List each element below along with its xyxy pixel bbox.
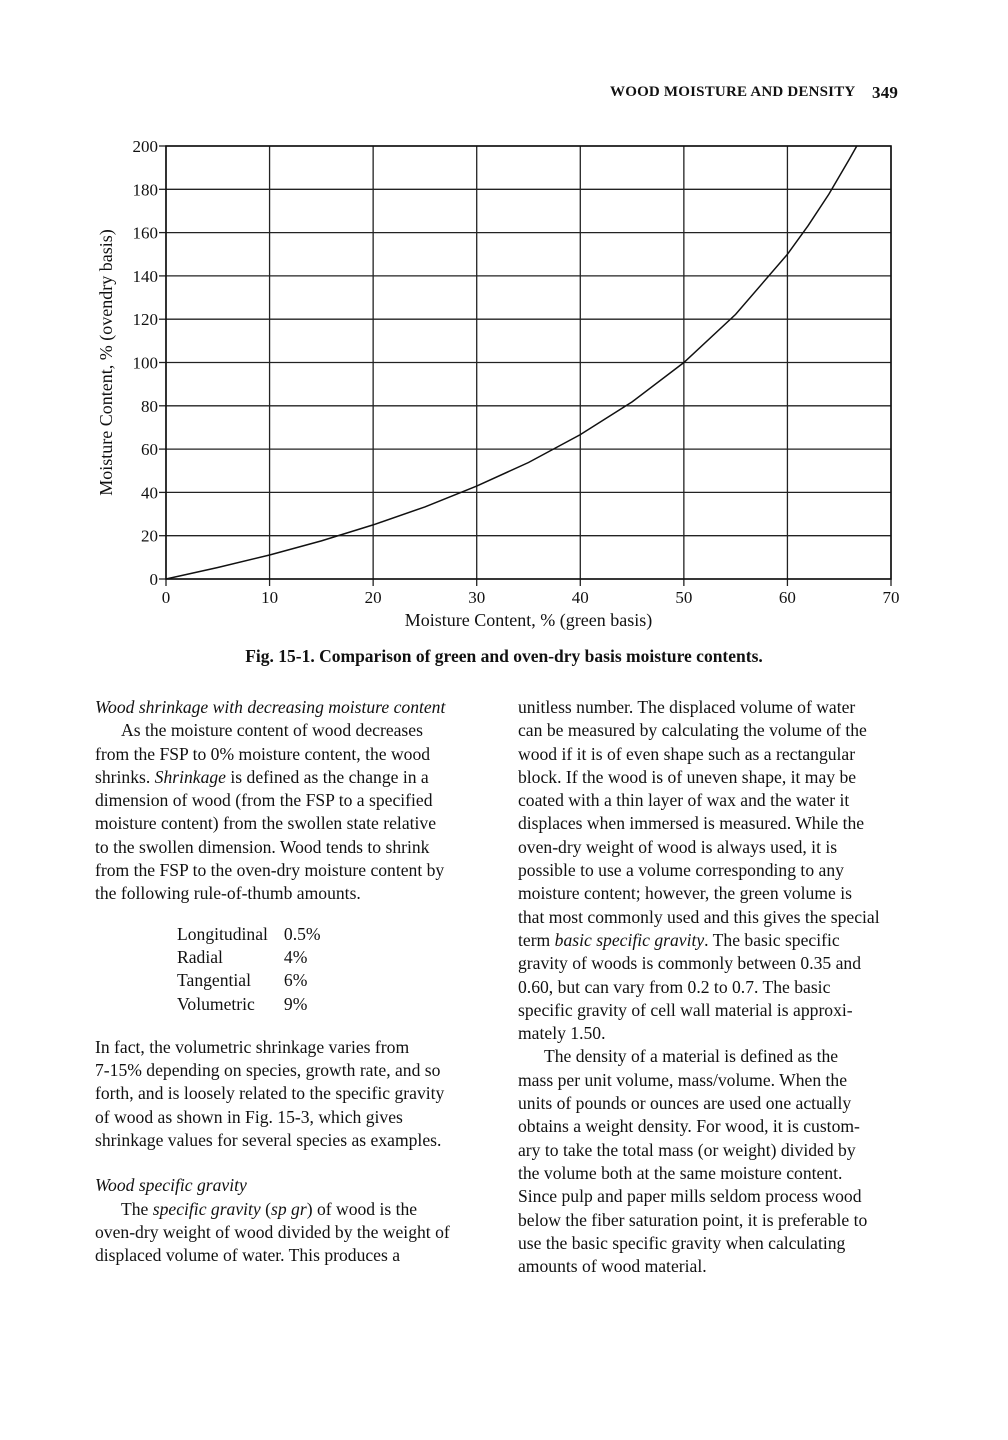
table-cell-value: 0.5%: [283, 923, 321, 944]
paragraph-line: ary to take the total mass (or weight) divided by: [518, 1139, 856, 1160]
paragraph-line: forth, and is loosely related to the specific gravity: [95, 1083, 445, 1104]
paragraph-line: oven-dry weight of wood divided by the weight of: [95, 1221, 450, 1242]
table-row: [177, 993, 337, 1016]
table-cell-direction: Volumetric: [177, 993, 255, 1014]
x-tick-label: 50: [675, 588, 693, 607]
y-tick-label: 60: [141, 440, 158, 460]
table-cell-direction: Tangential: [177, 970, 251, 991]
table-row: [177, 923, 337, 946]
moisture-comparison-chart: [88, 136, 918, 636]
chart-grid: [166, 146, 891, 579]
paragraph-line: that most commonly used and this gives the special: [518, 906, 880, 927]
y-axis-label: Moisture Content, % (ovendry basis): [96, 229, 116, 496]
right-column: [518, 696, 916, 1278]
text-span: (: [265, 1198, 271, 1219]
text-span: term: [518, 929, 551, 950]
y-tick-labels: [133, 137, 159, 589]
x-axis-label: Moisture Content, % (green basis): [404, 610, 653, 630]
text-span: shrinks.: [95, 766, 151, 787]
table-cell-value: 4%: [283, 946, 308, 967]
paragraph-line: 7-15% depending on species, growth rate, and so: [95, 1060, 441, 1081]
paragraph-line: 0.60, but can vary from 0.2 to 0.7. The basic: [518, 976, 831, 997]
paragraph-line: from the FSP to 0% moisture content, the wood: [95, 743, 431, 764]
table-cell-direction: Radial: [177, 946, 223, 967]
paragraph-line: displaces when immersed is measured. While the: [518, 813, 865, 834]
paragraph-line: the volume both at the same moisture content.: [518, 1162, 843, 1183]
paragraph-line: use the basic specific gravity when calculating: [518, 1232, 846, 1253]
text-span: . The basic specific: [704, 929, 840, 950]
text-span: ) of wood is the: [306, 1198, 418, 1219]
x-tick-label: 40: [571, 588, 589, 607]
y-tick-label: 120: [132, 310, 158, 330]
paragraph-line: unitless number. The displaced volume of water: [518, 697, 856, 717]
x-tick-label: 60: [778, 588, 796, 607]
x-tick-label: 10: [261, 588, 279, 607]
term-sp-gr: sp gr: [271, 1198, 307, 1219]
term-specific-gravity: specific gravity: [152, 1198, 261, 1219]
paragraph-line: units of pounds or ounces are used one actually: [518, 1093, 852, 1114]
paragraph-line: below the fiber saturation point, it is preferable to: [518, 1209, 868, 1230]
y-tick-label: 100: [132, 353, 158, 373]
paragraph-line: gravity of woods is commonly between 0.35 and: [518, 953, 862, 974]
paragraph-line: shrinkage values for several species as examples.: [95, 1130, 442, 1151]
paragraph-line: possible to use a volume corresponding to any: [518, 860, 844, 881]
paragraph-line: mately 1.50.: [518, 1023, 606, 1044]
text-span: The: [121, 1198, 149, 1219]
paragraph-line: of wood as shown in Fig. 15-3, which gives: [95, 1106, 403, 1127]
shrinkage-table: [177, 923, 337, 1016]
table-row: [177, 946, 337, 969]
paragraph-line: displaced volume of water. This produces a: [95, 1245, 401, 1266]
paragraph-line: block. If the wood is of uneven shape, it may be: [518, 766, 857, 787]
y-tick-label: 40: [141, 483, 158, 503]
paragraph-line: wood if it is of even shape such as a rectangular: [518, 743, 856, 764]
x-tick-label: 30: [468, 588, 486, 607]
paragraph-line: The density of a material is defined as the: [544, 1046, 839, 1067]
text-span: is defined as the change in a: [230, 766, 429, 787]
y-tick-label: 0: [149, 570, 158, 589]
paragraph-line: moisture content; however, the green volume is: [518, 883, 852, 904]
table-cell-value: 9%: [283, 993, 308, 1014]
paragraph-line: dimension of wood (from the FSP to a specified: [95, 790, 433, 811]
x-tick-label: 0: [161, 588, 171, 607]
paragraph-line: oven-dry weight of wood is always used, it is: [518, 836, 838, 857]
paragraph-line: specific gravity of cell wall material is approxi-: [518, 999, 853, 1020]
table-row: [177, 969, 337, 992]
paragraph-line: Since pulp and paper mills seldom process wood: [518, 1186, 862, 1207]
left-column: [95, 696, 493, 1268]
term-basic-specific-gravity: basic specific gravity: [554, 929, 705, 950]
paragraph-line: obtains a weight density. For wood, it is custom-: [518, 1116, 860, 1137]
paragraph-line: amounts of wood material.: [518, 1256, 707, 1277]
table-cell-direction: Longitudinal: [177, 923, 268, 944]
x-tick-label: 70: [882, 588, 900, 607]
running-title: WOOD MOISTURE AND DENSITY: [610, 84, 856, 100]
paragraph-line: the following rule-of-thumb amounts.: [95, 883, 361, 904]
paragraph-line: [95, 766, 493, 789]
spacer: [95, 1152, 493, 1174]
x-tick-label: 20: [364, 588, 382, 607]
y-tick-label: 140: [132, 266, 158, 286]
term-shrinkage: Shrinkage: [154, 766, 226, 787]
y-tick-label: 20: [141, 526, 158, 546]
paragraph-line: coated with a thin layer of wax and the water it: [518, 790, 850, 811]
paragraph-line: mass per unit volume, mass/volume. When the: [518, 1069, 848, 1090]
chart-axes: [159, 146, 891, 586]
running-header: [610, 83, 899, 102]
paragraph-line: can be measured by calculating the volume of the: [518, 720, 867, 741]
table-cell-value: 6%: [283, 970, 308, 991]
section-heading-shrinkage: Wood shrinkage with decreasing moisture content: [95, 697, 446, 717]
y-tick-label: 160: [132, 223, 158, 243]
paragraph-line: In fact, the volumetric shrinkage varies from: [95, 1036, 410, 1057]
paragraph-line: to the swollen dimension. Wood tends to shrink: [95, 836, 430, 857]
paragraph-line: from the FSP to the oven-dry moisture content by: [95, 860, 445, 881]
paragraph-line: [95, 1198, 493, 1221]
paragraph-line: moisture content) from the swollen state relative: [95, 813, 437, 834]
y-tick-label: 200: [132, 137, 158, 156]
paragraph-line: As the moisture content of wood decreases: [121, 720, 423, 741]
x-tick-labels: [162, 588, 900, 607]
paragraph-line: [518, 929, 916, 952]
y-tick-label: 180: [132, 180, 158, 200]
figure-caption: Fig. 15-1. Comparison of green and oven-dry basis moisture contents.: [245, 646, 763, 666]
section-heading-specific-gravity: Wood specific gravity: [95, 1175, 247, 1196]
page-number: 349: [872, 83, 899, 102]
y-tick-label: 80: [141, 396, 158, 416]
